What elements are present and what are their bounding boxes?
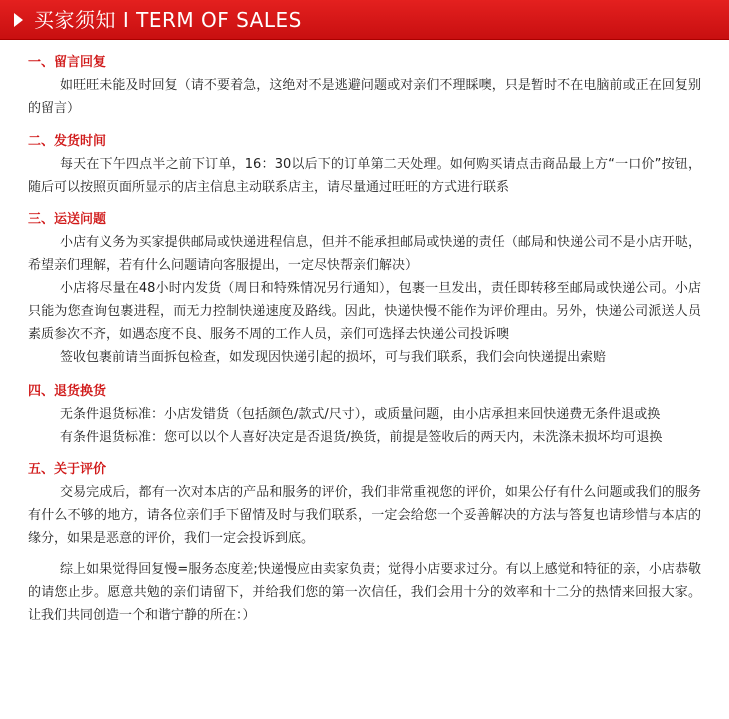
- section-delivery-issues: [0, 209, 729, 369]
- paragraph: 签收包裹前请当面拆包检查，如发现因快递引起的损坏，可与我们联系，我们会向快递提出索赔: [60, 350, 607, 365]
- section-title: 四、退货换货: [28, 384, 107, 399]
- page-title: 买家须知 I TERM OF SALES: [34, 8, 302, 32]
- paragraph: 小店有义务为买家提供邮局或快递进程信息，但并不能承担邮局或快递的责任（邮局和快递公司不是小店开哒，希望亲们理解，若有什么问题请向客服提出，一定尽快帮亲们解决）: [28, 235, 701, 273]
- triangle-arrow-icon: [14, 13, 23, 27]
- section-about-reviews: [0, 459, 729, 627]
- paragraph: 无条件退货标准：小店发错货（包括颜色/款式/尺寸），或质量问题，由小店承担来回快递费无条件退或换: [60, 407, 661, 422]
- section-title: 二、发货时间: [28, 134, 107, 149]
- section-title: 三、运送问题: [28, 212, 107, 227]
- section-returns-exchanges: [0, 381, 729, 449]
- paragraph: 如旺旺未能及时回复（请不要着急，这绝对不是逃避问题或对亲们不理睬噢，只是暂时不在电脑前或正在回复别的留言）: [28, 78, 701, 116]
- section-title: 一、留言回复: [28, 55, 107, 70]
- section-title: 五、关于评价: [28, 462, 107, 477]
- paragraph: 小店将尽量在48小时内发货（周日和特殊情况另行通知），包裹一旦发出，责任即转移至邮局或快递公司。小店只能为您查询包裹进程，而无力控制快递速度及路线。因此，快递快慢不能作为评价理由。另外，快递公司派送人员素质参次不齐，如遇态度不良、服务不周的工作人员，亲们可选择去快递公司投诉噢: [28, 281, 701, 342]
- paragraph: 交易完成后，都有一次对本店的产品和服务的评价，我们非常重视您的评价，如果公仔有什么问题或我们的服务有什么不够的地方，请各位亲们手下留情及时与我们联系，一定会给您一个妥善解决的方法与答复也请珍惜与本店的缘分，如果是恶意的评价，我们一定会投诉到底。: [28, 485, 701, 546]
- terms-content: [0, 52, 729, 627]
- section-message-reply: [0, 52, 729, 120]
- section-header-bar: [0, 0, 729, 40]
- paragraph: 每天在下午四点半之前下订单，16：30以后下的订单第二天处理。如何购买请点击商品最上方“一口价”按钮，随后可以按照页面所显示的店主信息主动联系店主，请尽量通过旺旺的方式进行联系: [28, 157, 701, 195]
- paragraph: 有条件退货标准：您可以以个人喜好决定是否退货/换货，前提是签收后的两天内，未洗涤未损坏均可退换: [60, 430, 663, 445]
- section-shipping-time: [0, 131, 729, 199]
- paragraph: 综上如果觉得回复慢=服务态度差;快递慢应由卖家负责；觉得小店要求过分。有以上感觉和特征的亲，小店恭敬的请您止步。愿意共勉的亲们请留下，并给我们您的第一次信任，我们会用十分的效率和十二分的热情来回报大家。让我们共同创造一个和谐宁静的所在：）: [28, 562, 701, 623]
